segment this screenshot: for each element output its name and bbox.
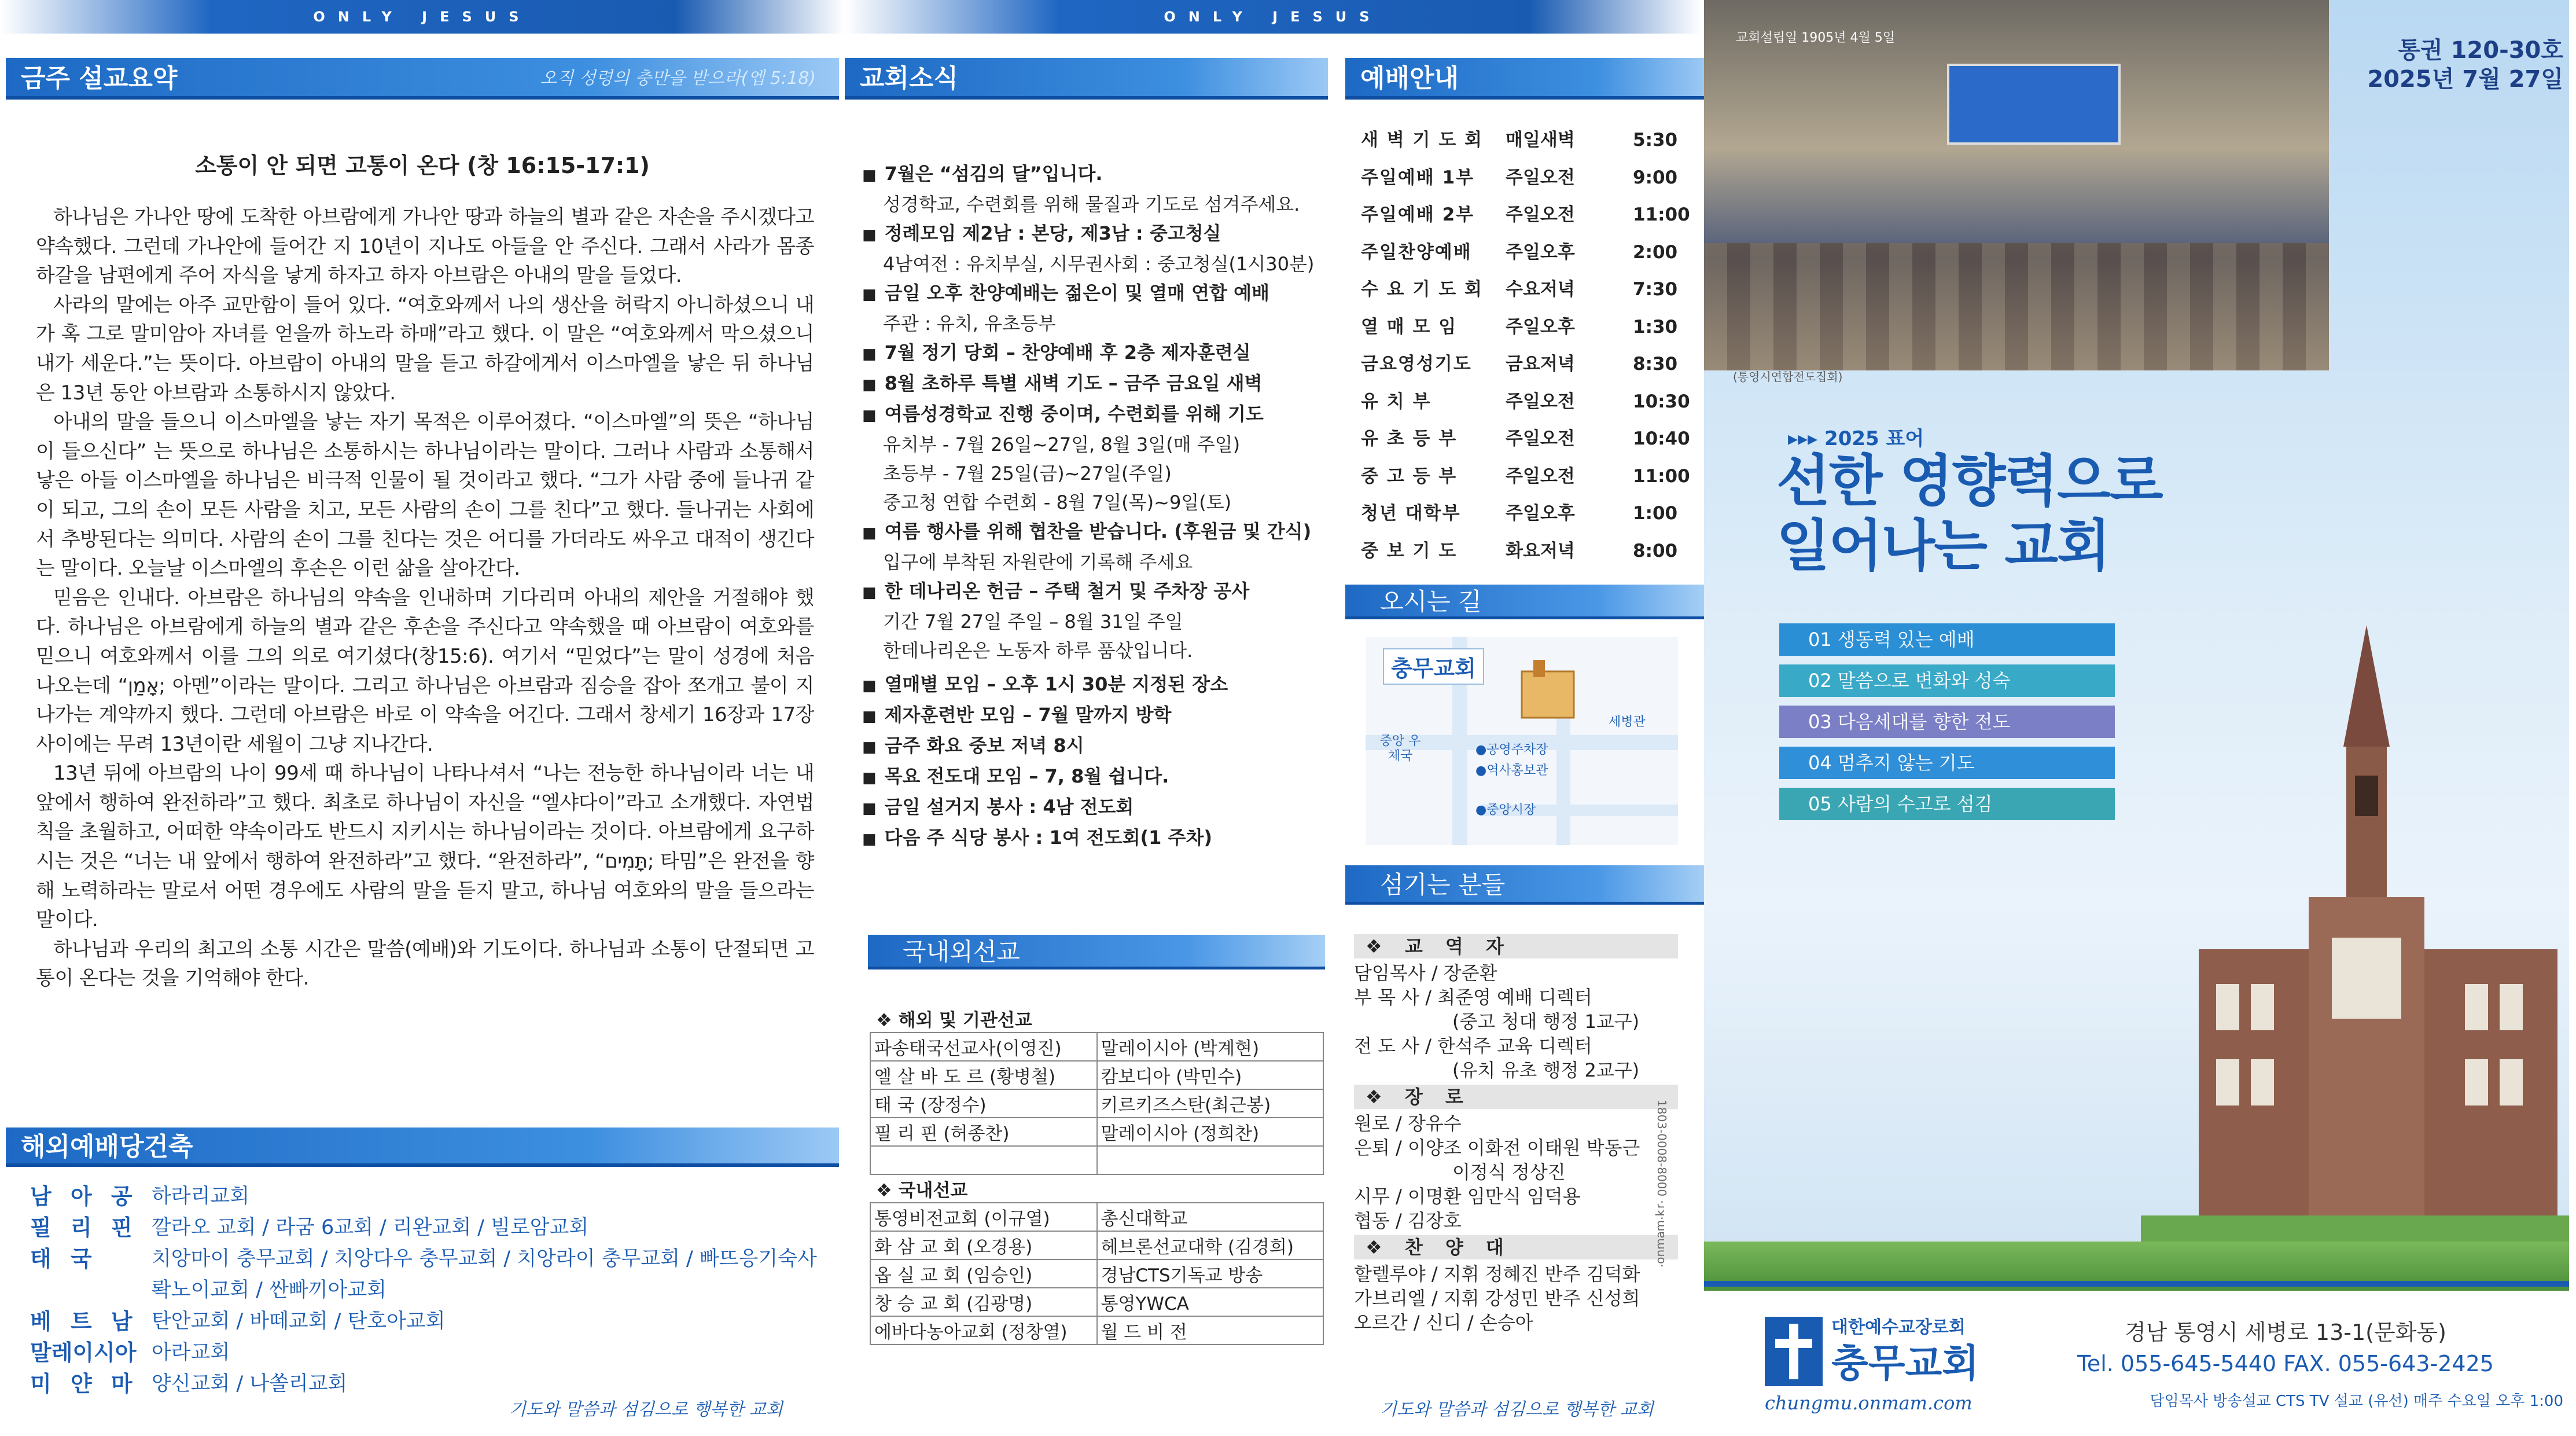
website-link[interactable]: chungmu.onmam.com: [1765, 1392, 1973, 1414]
table-cell: [870, 1146, 1097, 1174]
news-item: [862, 700, 1337, 731]
service-day: 주일오전: [1506, 465, 1575, 487]
top-banner-right: [845, 0, 1701, 34]
table-row: [870, 1288, 1323, 1316]
overseas-header-label: 해외예배당건축: [21, 1132, 193, 1162]
church-list: 탄안교회 / 바떼교회 / 탄호아교회: [152, 1310, 446, 1333]
table-row: [870, 1004, 1323, 1033]
issue-number: 통권 120-30호: [2398, 37, 2563, 64]
news-header: [845, 58, 1328, 100]
map-label: ●역사홍보관: [1475, 763, 1548, 778]
overseas-row: [30, 1181, 823, 1212]
servant-line: 원로 / 장유수: [1354, 1112, 1462, 1134]
banner-text: ONLY JESUS: [313, 9, 532, 25]
table-cell: 말레이시아 (박계현): [1097, 1033, 1324, 1061]
worship-row: [1361, 495, 1702, 532]
issue-info: [2332, 36, 2563, 94]
church-list: 아라교회: [152, 1341, 230, 1364]
table-cell: 통영YWCA: [1097, 1288, 1324, 1316]
news-item: [862, 731, 1337, 762]
news-title: ■ 금일 설거지 봉사 : 4남 전도회: [862, 792, 1337, 823]
sermon-paragraph: 믿음은 인내다. 아브람은 하나님의 약속을 인내하며 기다리며 아내의 제안을 거절해야 했다. 하나님은 아브람에게 하늘의 별과 같은 후손을 주신다고 약속했을 때 아브람이 여호와를 믿으니 여호와께서 이를 그의 의로 여기셨다(창15:6). 여기서 “믿었다”는 말이 성경에 처음 나오는데 “אָמַן; 아멘”이라는 말이다. 그리고 하나님은 아브람과 짐승을 잡아 쪼개고 불이 지나가는 계약까지 했다. 그런데 아브람은 바로 이 약속을 어긴다. 그래서 창세기 16장과 17장 사이에는 무려 13년이란 세월이 그냥 지나간다.: [36, 586, 814, 756]
news-title: ■ 여름 행사를 위해 협찬을 받습니다. (후원금 및 간식): [862, 517, 1337, 548]
map-header-label: 오시는 길: [1380, 587, 1482, 616]
worship-row: [1361, 308, 1702, 346]
servant-line: 시무 / 이명환 임만식 임덕용: [1354, 1185, 1581, 1207]
service-time: 11:00: [1633, 465, 1690, 487]
servants-header-label: 섬기는 분들: [1380, 871, 1506, 899]
worship-row: [1361, 458, 1702, 495]
news-title: ■ 제자훈련반 모임 – 7월 말까지 방학: [862, 700, 1337, 731]
service-name: 중 보 기 도: [1361, 540, 1458, 561]
news-title: ■ 7월 정기 당회 – 찬양예배 후 2층 제자훈련실: [862, 338, 1337, 369]
service-name: 청년 대학부: [1361, 503, 1461, 524]
table-row: [870, 1033, 1323, 1061]
servant-line: (중고 청대 행정 1교구): [1452, 1011, 1640, 1033]
overseas-header: [6, 1128, 839, 1167]
news-title: ■ 정례모임 제2남 : 본당, 제3남 : 중고청실: [862, 219, 1337, 249]
overseas-row: [30, 1337, 823, 1368]
service-name: 유 초 등 부: [1361, 428, 1458, 449]
church-name: 충무교회: [1831, 1341, 1979, 1386]
table-cell: 창 승 교 회 (김광명): [870, 1288, 1097, 1316]
news-title: ■ 8월 초하루 특별 새벽 기도 – 금주 금요일 새벽: [862, 369, 1337, 399]
banner-text: ONLY JESUS: [1164, 9, 1382, 25]
issue-date: 2025년 7월 27일: [2367, 66, 2563, 93]
vertical-code: 1803-0008-8000 ·ɹʞ·ɯɐɯuo·: [1655, 1100, 1669, 1268]
address: 경남 통영시 세병로 13-1(문화동): [2125, 1320, 2446, 1345]
worship-row: [1361, 196, 1702, 234]
news-title: ■ 열매별 모임 – 오후 1시 30분 지정된 장소: [862, 670, 1337, 700]
news-title: ■ 한 데나리온 헌금 – 주택 철거 및 주차장 공사: [862, 576, 1337, 607]
news-title: ■ 금주 화요 중보 저녁 8시: [862, 731, 1337, 762]
servant-group-title: ❖ 장 로: [1354, 1085, 1678, 1109]
servant-line: 이정식 정상진: [1452, 1161, 1566, 1183]
service-name: 금요영성기도: [1361, 354, 1472, 374]
news-item: [862, 399, 1337, 517]
table-cell: 엘 살 바 도 르 (황병철): [870, 1061, 1097, 1089]
service-time: 8:00: [1633, 540, 1678, 561]
service-day: 화요저녁: [1506, 540, 1575, 561]
servant-line: 부 목 사 / 최준영 예배 디렉터: [1354, 986, 1592, 1008]
service-time: 1:00: [1633, 503, 1678, 524]
servant-line: 협동 / 김장호: [1354, 1210, 1462, 1232]
news-item: [862, 278, 1337, 338]
service-time: 7:30: [1633, 279, 1678, 300]
table-row: [870, 1089, 1323, 1118]
service-day: 주일오전: [1506, 428, 1575, 449]
worship-row: [1361, 532, 1702, 570]
map-label: ●중앙시장: [1475, 803, 1536, 817]
servants-list: [1354, 932, 1678, 1335]
country-name: 베 트 남: [30, 1309, 138, 1334]
sermon-body: [36, 203, 814, 993]
section-title: ❖ 해외 및 기관선교: [876, 1009, 1032, 1031]
country-name: 말레이시아: [30, 1340, 137, 1365]
news-detail: 4남여전 : 유치부실, 시무권사회 : 중고청실(1시30분): [883, 253, 1315, 275]
service-name: 주일예배 1부: [1361, 167, 1475, 188]
country-name: [30, 1275, 152, 1306]
news-detail: 한데나리온은 노동자 하루 품삯입니다.: [883, 640, 1193, 662]
map-header: [1345, 585, 1704, 619]
table-cell: 월 드 비 전: [1097, 1316, 1324, 1345]
service-day: 수요저녁: [1506, 279, 1575, 300]
map-label: 세병관: [1609, 715, 1646, 729]
service-name: 새 벽 기 도 회: [1361, 130, 1483, 150]
worship-row: [1361, 159, 1702, 197]
church-list: 하라리교회: [152, 1185, 250, 1208]
table-row: [870, 1146, 1323, 1174]
service-name: 주일찬양예배: [1361, 241, 1472, 263]
worship-row: [1361, 346, 1702, 383]
worship-schedule: [1361, 122, 1702, 570]
theme-item: 03 다음세대를 향한 전도: [1779, 706, 2115, 738]
news-title: ■ 목요 전도대 모임 – 7, 8월 쉽니다.: [862, 762, 1337, 792]
worship-row: [1361, 420, 1702, 458]
missions-header-label: 국내외선교: [903, 938, 1020, 966]
overseas-row: [30, 1243, 823, 1275]
service-time: 9:00: [1633, 167, 1678, 188]
service-name: 유 치 부: [1361, 391, 1431, 412]
service-name: 수 요 기 도 회: [1361, 279, 1483, 300]
broadcast-info: 담임목사 방송설교 CTS TV 설교 (유선) 매주 수요일 오후 1:00: [2150, 1393, 2563, 1410]
table-row: [870, 1203, 1323, 1231]
missions-table-foreign: [870, 1004, 1324, 1345]
news-item: [862, 792, 1337, 823]
table-row: [870, 1259, 1323, 1288]
map-church-label: 충무교회: [1383, 648, 1484, 685]
table-cell: 헤브론선교대학 (김경희): [1097, 1231, 1324, 1259]
country-name: 필 리 핀: [30, 1215, 138, 1240]
table-cell: 옵 실 교 회 (임승인): [870, 1259, 1097, 1288]
church-building: [2141, 625, 2569, 1291]
service-day: 주일오전: [1506, 204, 1575, 225]
servant-line: 담임목사 / 장준환: [1354, 962, 1497, 984]
overseas-row: [30, 1275, 823, 1306]
servant-line: 가브리엘 / 지휘 강성민 반주 신성희: [1354, 1287, 1640, 1309]
table-cell: 경남CTS기독교 방송: [1097, 1259, 1324, 1288]
news-title: ■ 여름성경학교 진행 중이며, 수련회를 위해 기도: [862, 399, 1337, 430]
theme-item: 05 사람의 수고로 섬김: [1779, 788, 2115, 820]
worship-photo: [1704, 0, 2329, 370]
table-cell: 태 국 (장정수): [870, 1089, 1097, 1118]
founded-date: 교회설립일 1905년 4월 5일: [1736, 31, 1895, 45]
news-item: [862, 517, 1337, 576]
table-row: [870, 1231, 1323, 1259]
servants-footer: 기도와 말씀과 섬김으로 행복한 교회: [1380, 1400, 1654, 1420]
table-cell: 에바다농아교회 (정창열): [870, 1316, 1097, 1345]
table-row: [870, 1174, 1323, 1203]
photo-screen: [1947, 64, 2121, 145]
slogan-line: 일어나는 교회: [1776, 513, 2110, 578]
table-cell: 파송태국선교사(이영진): [870, 1033, 1097, 1061]
news-title: ■ 금일 오후 찬양예배는 젊은이 및 열매 연합 예배: [862, 278, 1337, 309]
table-cell: 캄보디아 (박민수): [1097, 1061, 1324, 1089]
news-list: [862, 159, 1337, 854]
photo-audience: [1704, 243, 2329, 370]
theme-item: 01 생동력 있는 예배: [1779, 623, 2115, 656]
servant-line: 오르간 / 신디 / 손승아: [1354, 1312, 1533, 1334]
year-label-text: 2025 표어: [1824, 427, 1924, 450]
church-list: 양신교회 / 나쏠리교회: [152, 1372, 348, 1395]
overseas-footer: 기도와 말씀과 섬김으로 행복한 교회: [509, 1400, 783, 1420]
theme-item: 04 멈추지 않는 기도: [1779, 747, 2115, 779]
church-list: 깔라오 교회 / 라굼 6교회 / 리완교회 / 빌로암교회: [152, 1216, 589, 1239]
service-name: 열 매 모 임: [1361, 316, 1458, 337]
service-name: 중 고 등 부: [1361, 465, 1458, 487]
news-detail: 성경학교, 수련회를 위해 물질과 기도로 섬겨주세요.: [883, 193, 1300, 215]
table-cell: 총신대학교: [1097, 1203, 1324, 1231]
servant-line: 은퇴 / 이양조 이화전 이태원 박동근: [1354, 1137, 1640, 1159]
news-item: [862, 369, 1337, 399]
servants-header: [1345, 865, 1704, 905]
service-name: 주일예배 2부: [1361, 204, 1475, 225]
service-day: 주일오전: [1506, 391, 1575, 412]
news-detail: 유치부 - 7월 26일~27일, 8월 3일(매 주일): [883, 434, 1241, 456]
servant-group-title: ❖ 찬 양 대: [1354, 1235, 1678, 1259]
news-item: [862, 762, 1337, 792]
section-title: ❖ 국내선교: [876, 1180, 968, 1201]
news-title: ■ 7월은 “섬김의 달”입니다.: [862, 159, 1337, 190]
news-item: [862, 159, 1337, 219]
service-day: 매일새벽: [1506, 130, 1575, 150]
cross-logo-icon: [1765, 1317, 1823, 1386]
sermon-paragraph: 13년 뒤에 아브람의 나이 99세 때 하나님이 나타나셔서 “나는 전능한 하나님이라 너는 내 앞에서 행하여 완전하라”고 했다. 최초로 하나님이 자신을 “엘샤다이”라고 소개했다. 자연법칙을 초월하고, 어떠한 약속이라도 반드시 지키시는 하나님이라는 것이다. 아브람에게 요구하시는 것은 “너는 내 앞에서 행하여 완전하라”고 했다. “완전하라”, “תָּמִים; 타밈”은 완전을 향해 노력하라는 말로서 어떤 경우에도 사람의 말을 듣지 말고, 하나님 여호와의 말을 들으라는 말이다.: [36, 762, 814, 932]
service-time: 8:30: [1633, 354, 1678, 374]
servant-line: (유치 유초 행정 2교구): [1452, 1059, 1640, 1081]
top-banner-left: [0, 0, 845, 34]
overseas-row: [30, 1306, 823, 1337]
table-cell: 키르키즈스탄(최근봉): [1097, 1089, 1324, 1118]
sermon-paragraph: 아내의 말을 들으니 이스마엘을 낳는 자기 목적은 이루어졌다. “이스마엘”의 뜻은 “하나님이 들으신다” 는 뜻으로 하나님은 소통하시는 하나님이라는 말이다. 그러나 사람과 소통해서 낳은 아들 이스마엘을 하나님은 비극적 인물이 될 것이라고 했다. “그가 사람 중에 들나귀 같이 되고, 그의 손이 모든 사람을 치고, 모든 사람의 손이 그를 친다”고 했다. 들나귀는 사회에서 추방된다는 의미다. 사람의 손이 그를 친다는 것은 어디를 가더라도 싸우고 대적이 생긴다는 말이다. 오늘날 이스마엘의 후손은 이런 삶을 살아간다.: [36, 410, 814, 581]
sermon-paragraph: 하나님과 우리의 최고의 소통 시간은 말씀(예배)와 기도이다. 하나님과 소통이 단절되면 고통이 온다는 것을 기억해야 한다.: [36, 937, 814, 990]
service-day: 금요저녁: [1506, 354, 1575, 374]
phone-fax: Tel. 055-645-5440 FAX. 055-643-2425: [2077, 1351, 2494, 1376]
worship-row: [1361, 234, 1702, 271]
missions-header: [868, 935, 1325, 969]
worship-header-label: 예배안내: [1360, 64, 1459, 93]
table-cell: 통영비전교회 (이규열): [870, 1203, 1097, 1231]
table-cell: 말레이시아 (정희찬): [1097, 1118, 1324, 1146]
news-detail: 중고청 연합 수련회 - 8월 7일(목)~9일(토): [883, 491, 1232, 513]
service-time: 11:00: [1633, 204, 1690, 225]
sermon-paragraph: 사라의 말에는 아주 교만함이 들어 있다. “여호와께서 나의 생산을 허락지 아니하셨으니 내가 혹 그로 말미암아 자녀를 얻을까 하노라 하매”라고 했다. 이 말은 “여호와께서 막으셨으니 내가 세운다.”는 뜻이다. 아브람이 아내의 말을 듣고 하갈에게서 이스마엘을 낳은 뒤 하나님은 13년 동안 아브람과 소통하시지 않았다.: [36, 293, 814, 405]
servant-group-title: ❖ 교 역 자: [1354, 934, 1678, 958]
table-cell: 필 리 핀 (허종찬): [870, 1118, 1097, 1146]
church-list: 롹노이교회 / 싼빠끼아교회: [152, 1279, 387, 1302]
map-label: ●공영주차장: [1475, 743, 1548, 757]
country-name: 미 얀 마: [30, 1371, 138, 1397]
news-item: [862, 219, 1337, 278]
theme-item: 02 말씀으로 변화와 성숙: [1779, 664, 2115, 697]
service-day: 주일오후: [1506, 316, 1575, 337]
year-label: [1788, 423, 1924, 451]
table-row: [870, 1316, 1323, 1345]
service-day: 주일오후: [1506, 503, 1575, 524]
news-detail: 입구에 부착된 자원란에 기록해 주세요: [883, 551, 1193, 573]
country-name: 태 국: [30, 1246, 98, 1272]
table-row: [870, 1061, 1323, 1089]
service-time: 10:30: [1633, 391, 1690, 412]
table-cell: 화 삼 교 회 (오경용): [870, 1231, 1097, 1259]
news-item: [862, 338, 1337, 369]
worship-row: [1361, 271, 1702, 308]
overseas-list: [30, 1181, 823, 1400]
service-time: 2:00: [1633, 241, 1678, 263]
slogan-line: 선한 영향력으로: [1776, 449, 2162, 513]
news-item: [862, 576, 1337, 665]
contact-info: [2014, 1317, 2557, 1379]
sermon-header-label: 금주 설교요약: [21, 64, 178, 93]
news-detail: 초등부 - 7월 25일(금)~27일(주일): [883, 462, 1172, 484]
news-title: ■ 다음 주 식당 봉사 : 1여 전도회(1 주차): [862, 823, 1337, 854]
map-label: 중앙 우체국: [1379, 734, 1421, 763]
news-detail: 주관 : 유치, 유초등부: [883, 313, 1056, 335]
sermon-paragraph: 하나님은 가나안 땅에 도착한 아브람에게 가나안 땅과 하늘의 별과 같은 자손을 주시겠다고 약속했다. 그런데 가나안에 들어간 지 10년이 지나도 아들을 안 주신다. 그래서 사라가 몸종 하갈을 남편에게 주어 자식을 낳게 하자고 하자 아브람은 아내의 말을 들었다.: [36, 205, 814, 288]
servant-line: 전 도 사 / 한석주 교육 디렉터: [1354, 1035, 1592, 1057]
worship-header: [1345, 58, 1704, 100]
slogan: [1776, 449, 2162, 578]
news-item: [862, 670, 1337, 700]
cover-divider: [1704, 1281, 2569, 1287]
news-header-label: 교회소식: [860, 64, 959, 93]
photo-caption: (통영시연합전도집회): [1733, 370, 1843, 384]
worship-row: [1361, 122, 1702, 159]
service-time: 1:30: [1633, 316, 1678, 337]
location-map[interactable]: [1366, 637, 1678, 845]
overseas-row: [30, 1212, 823, 1243]
church-list: 치앙마이 충무교회 / 치앙다우 충무교회 / 치앙라이 충무교회 / 빠뜨응기숙사: [152, 1247, 817, 1270]
service-time: 10:40: [1633, 428, 1690, 449]
service-day: 주일오후: [1506, 241, 1575, 263]
servant-line: 할렐루야 / 지휘 정혜진 반주 김덕화: [1354, 1263, 1640, 1285]
country-name: 남 아 공: [30, 1184, 138, 1209]
service-day: 주일오전: [1506, 167, 1575, 188]
denomination: 대한예수교장로회: [1831, 1317, 1966, 1338]
news-item: [862, 823, 1337, 854]
sermon-header: [6, 58, 839, 100]
service-time: 5:30: [1633, 130, 1678, 150]
sermon-motto: 오직 성령의 충만을 받으라(엡 5:18): [540, 68, 816, 89]
table-row: [870, 1118, 1323, 1146]
news-detail: 기간 7월 27일 주일 – 8월 31일 주일: [883, 611, 1183, 633]
table-cell: [1097, 1146, 1324, 1174]
arrows-icon: ▸▸▸: [1788, 427, 1825, 450]
worship-row: [1361, 383, 1702, 421]
sermon-title: 소통이 안 되면 고통이 온다 (창 16:15-17:1): [195, 153, 650, 178]
